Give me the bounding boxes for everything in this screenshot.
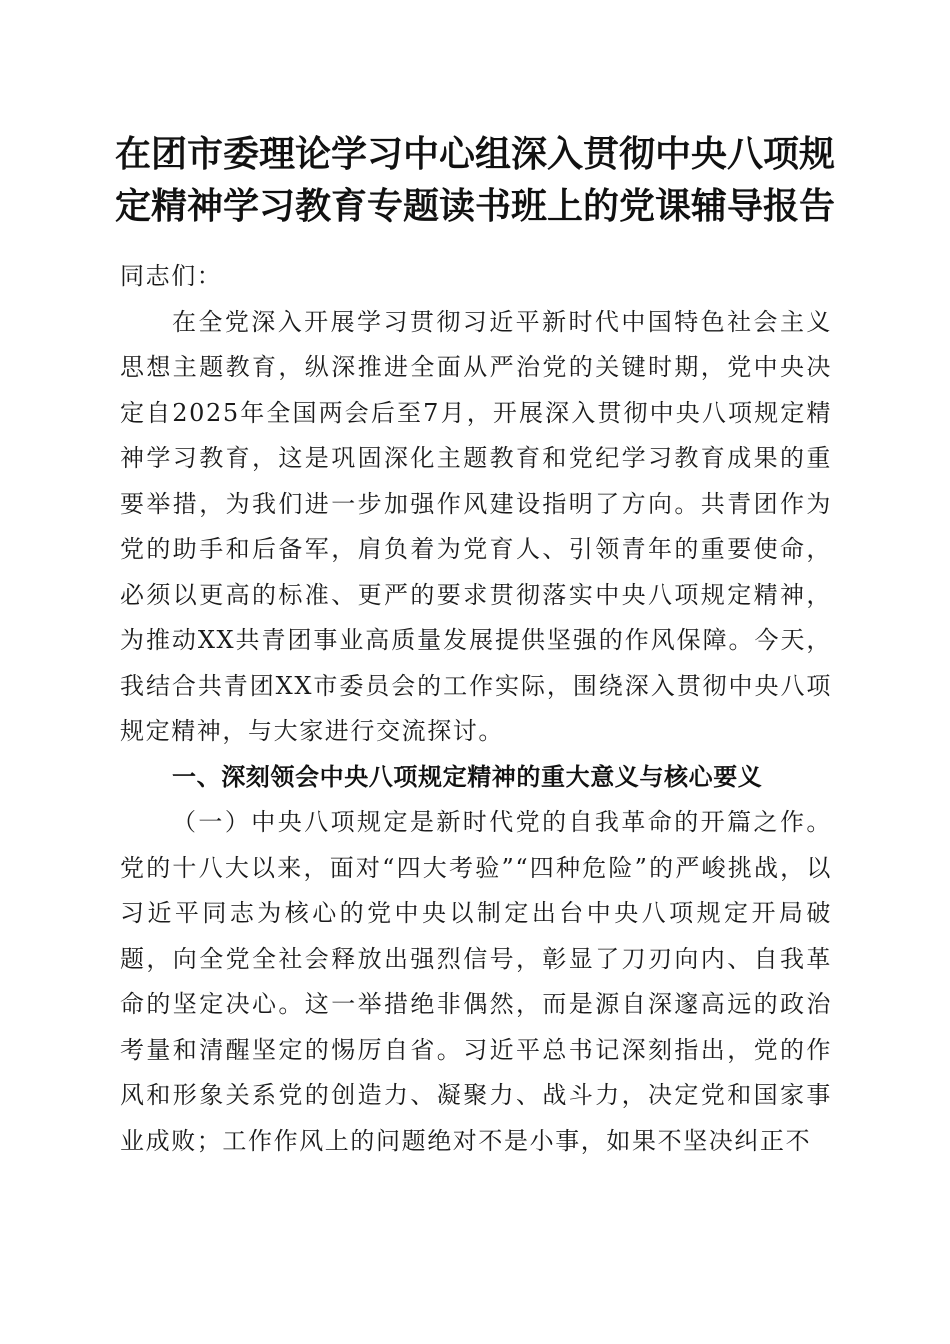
- intro-paragraph: 在全党深入开展学习贯彻习近平新时代中国特色社会主义思想主题教育，纵深推进全面从严治党的关键时期，党中央决定自2025年全国两会后至7月，开展深入贯彻中央八项规定精神学习教育，这是巩固深化主题教育和党纪学习教育成果的重要举措，为我们进一步加强作风建设指明了方向。共青团作为党的助手和后备军，肩负着为党育人、引领青年的重要使命，必须以更高的标准、更严的要求贯彻落实中央八项规定精神，为推动XX共青团事业高质量发展提供坚强的作风保障。今天，我结合共青团XX市委员会的工作实际，围绕深入贯彻中央八项规定精神，与大家进行交流探讨。: [120, 307, 832, 745]
- document-body: [120, 254, 832, 1164]
- salutation: 同志们：: [120, 262, 223, 290]
- subsection-paragraph: （一）中央八项规定是新时代党的自我革命的开篇之作。党的十八大以来，面对“四大考验”“四种危险”的严峻挑战，以习近平同志为核心的党中央以制定出台中央八项规定开局破题，向全党全社会释放出强烈信号，彰显了刀刃向内、自我革命的坚定决心。这一举措绝非偶然，而是源自深邃高远的政治考量和清醒坚定的惕厉自省。习近平总书记深刻指出，党的作风和形象关系党的创造力、凝聚力、战斗力，决定党和国家事业成败；工作作风上的问题绝对不是小事，如果不坚决纠正不: [120, 808, 832, 1155]
- document-title: 在团市委理论学习中心组深入贯彻中央八项规定精神学习教育专题读书班上的党课辅导报告: [114, 133, 835, 227]
- section-heading: 一、深刻领会中央八项规定精神的重大意义与核心要义: [172, 762, 763, 791]
